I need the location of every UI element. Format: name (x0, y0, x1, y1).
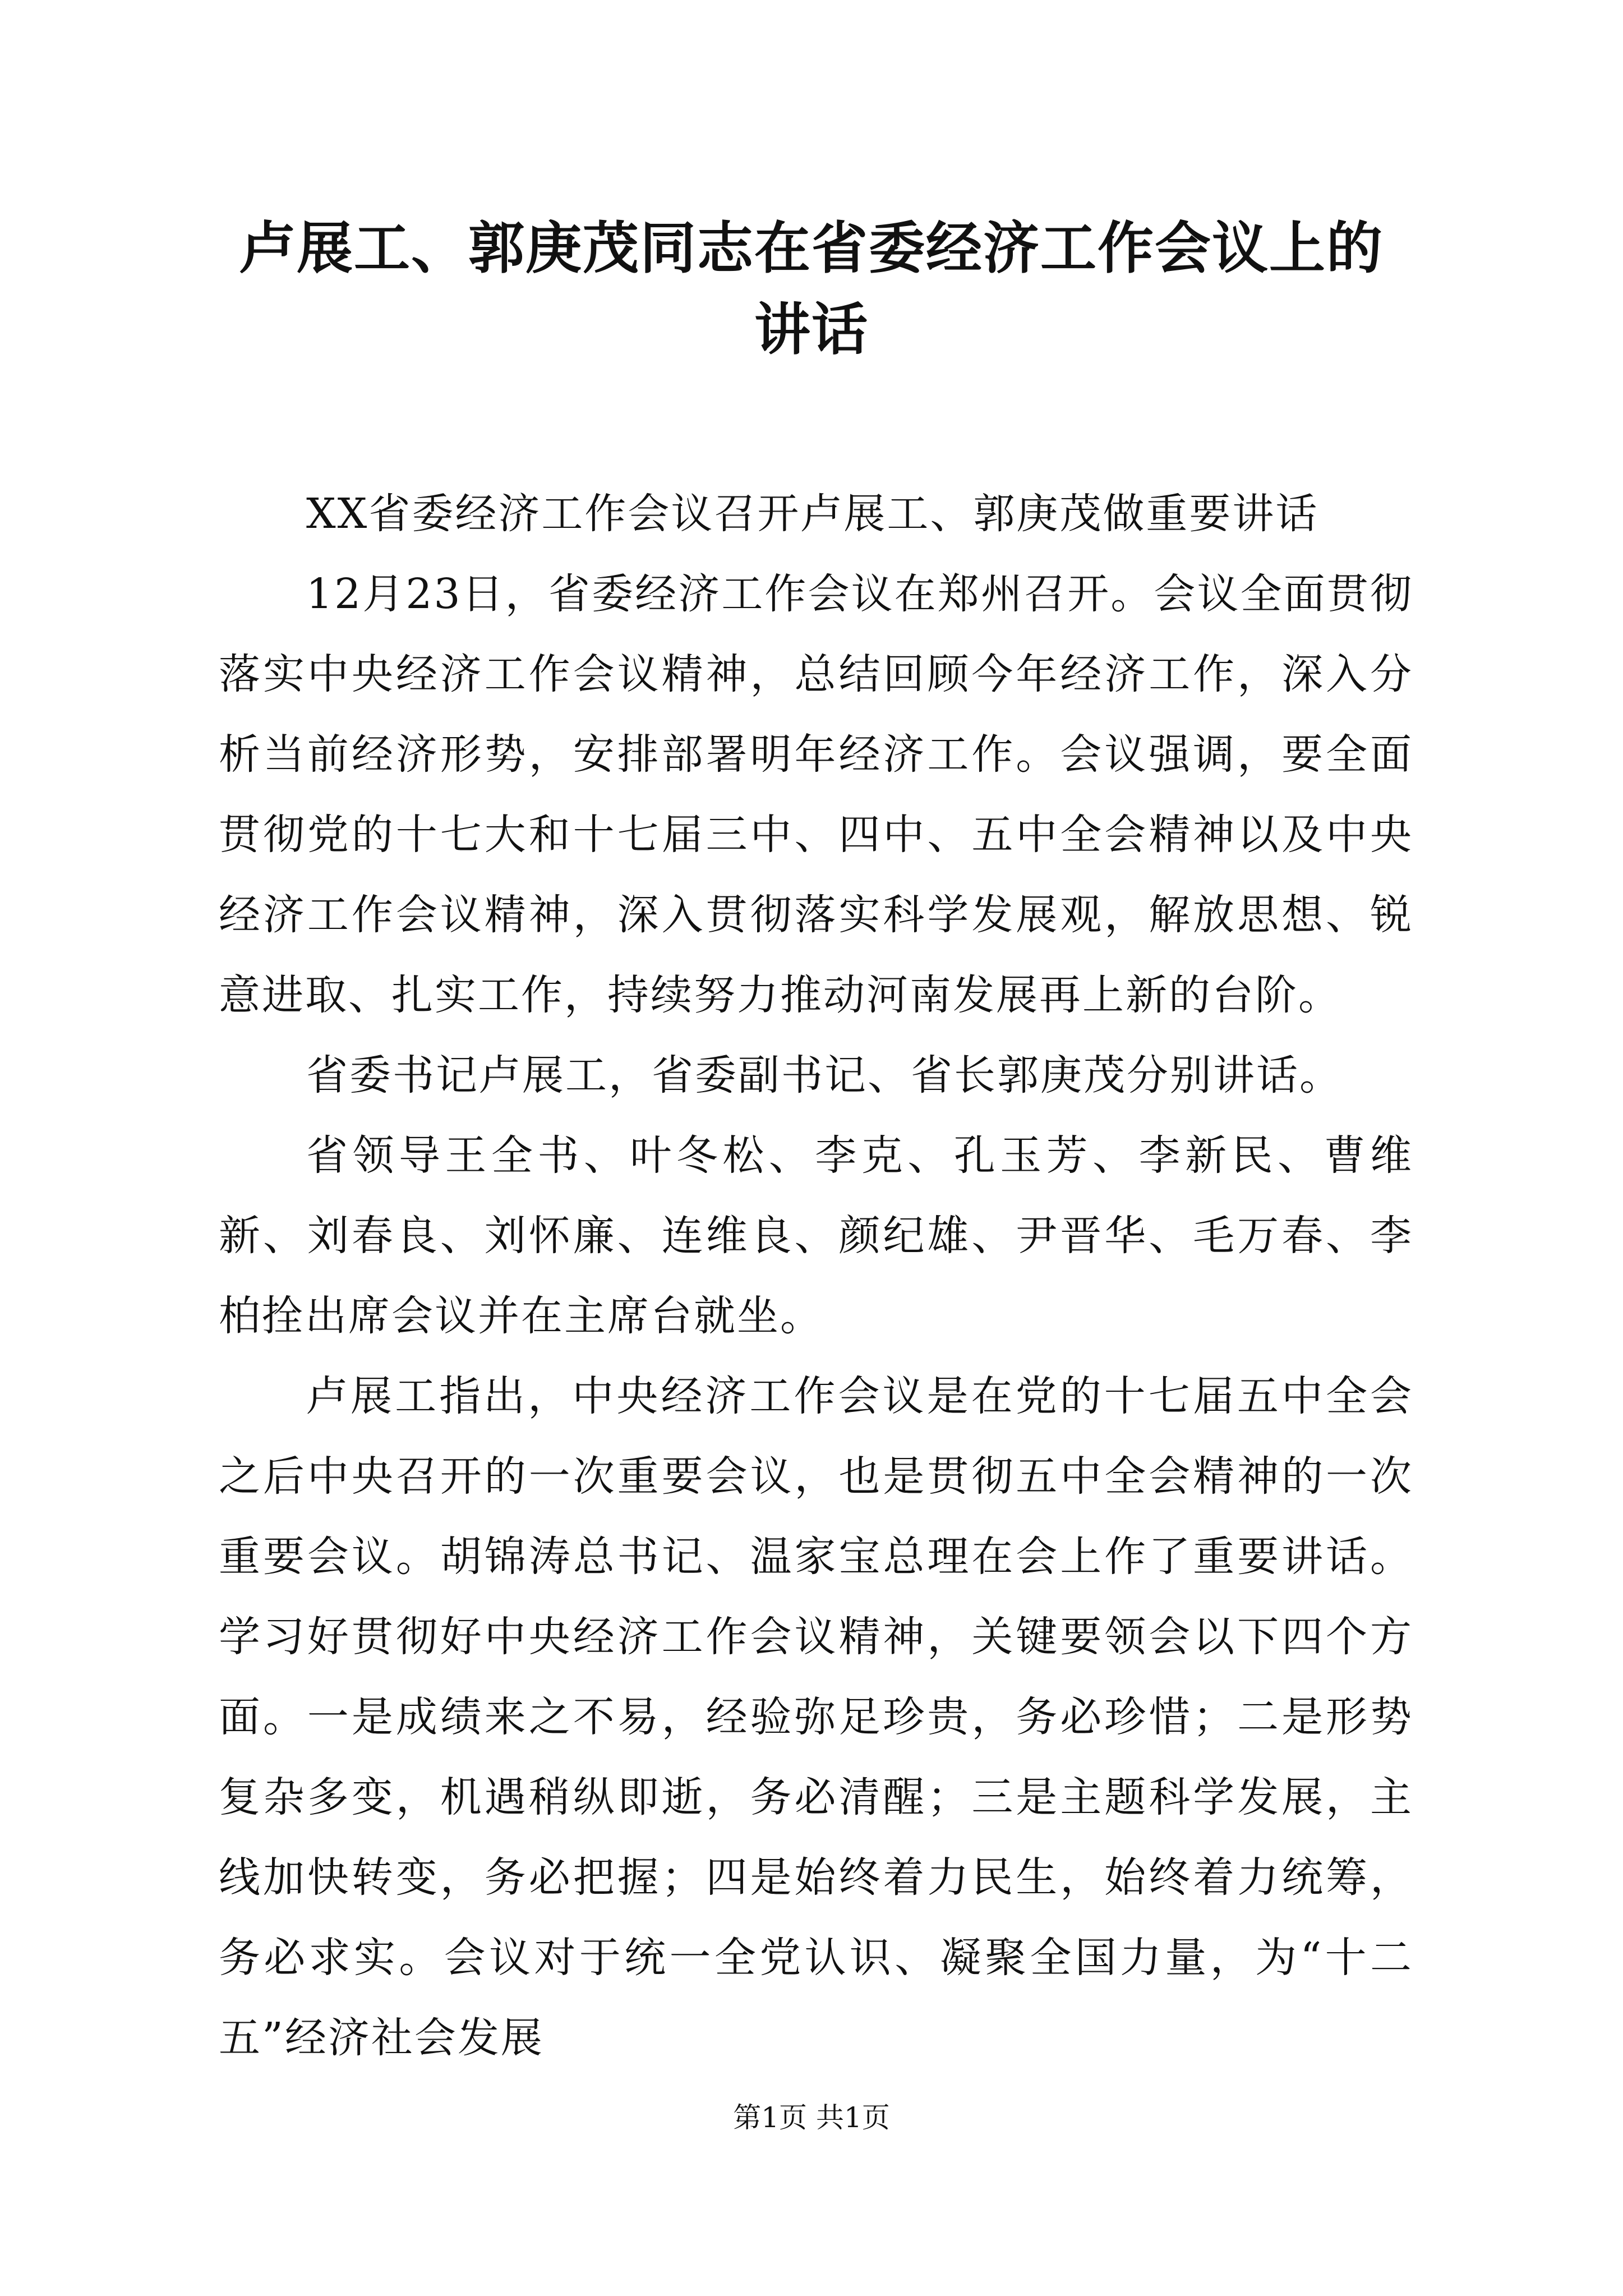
paragraph-subtitle: XX省委经济工作会议召开卢展工、郭庚茂做重要讲话 (306, 490, 1319, 538)
document-body (219, 474, 1413, 2078)
page-number-footer: 第1页 共1页 (733, 2101, 890, 2134)
paragraph-meeting-summary: 12月23日，省委经济工作会议在郑州召开。会议全面贯彻落实中央经济工作会议精神，总结回顾今年经济工作，深入分析当前经济形势，安排部署明年经济工作。会议强调，要全面贯彻党的十七大和十七届三中、四中、五中全会精神以及中央经济工作会议精神，深入贯彻落实科学发展观，解放思想、锐意进取、扎实工作，持续努力推动河南发展再上新的台阶。 (219, 570, 1413, 1019)
paragraph-speech-content: 卢展工指出，中央经济工作会议是在党的十七届五中全会之后中央召开的一次重要会议，也是贯彻五中全会精神的一次重要会议。胡锦涛总书记、温家宝总理在会上作了重要讲话。学习好贯彻好中央经济工作会议精神，关键要领会以下四个方面。一是成绩来之不易，经验弥足珍贵，务必珍惜；二是形势复杂多变，机遇稍纵即逝，务必清醒；三是主题科学发展，主线加快转变，务必把握；四是始终着力民生，始终着力统筹，务必求实。会议对于统一全党认识、凝聚全国力量，为“十二五”经济社会发展 (219, 1372, 1413, 2062)
paragraph-speakers: 省委书记卢展工，省委副书记、省长郭庚茂分别讲话。 (306, 1051, 1343, 1099)
title-line-1: 卢展工、郭庚茂同志在省委经济工作会议上的 (239, 215, 1384, 281)
title-line-2: 讲话 (754, 296, 869, 362)
document-title (168, 208, 1455, 370)
paragraph-attendees: 省领导王全书、叶冬松、李克、孔玉芳、李新民、曹维新、刘春良、刘怀廉、连维良、颜纪雄、尹晋华、毛万春、李柏拴出席会议并在主席台就坐。 (219, 1131, 1413, 1340)
